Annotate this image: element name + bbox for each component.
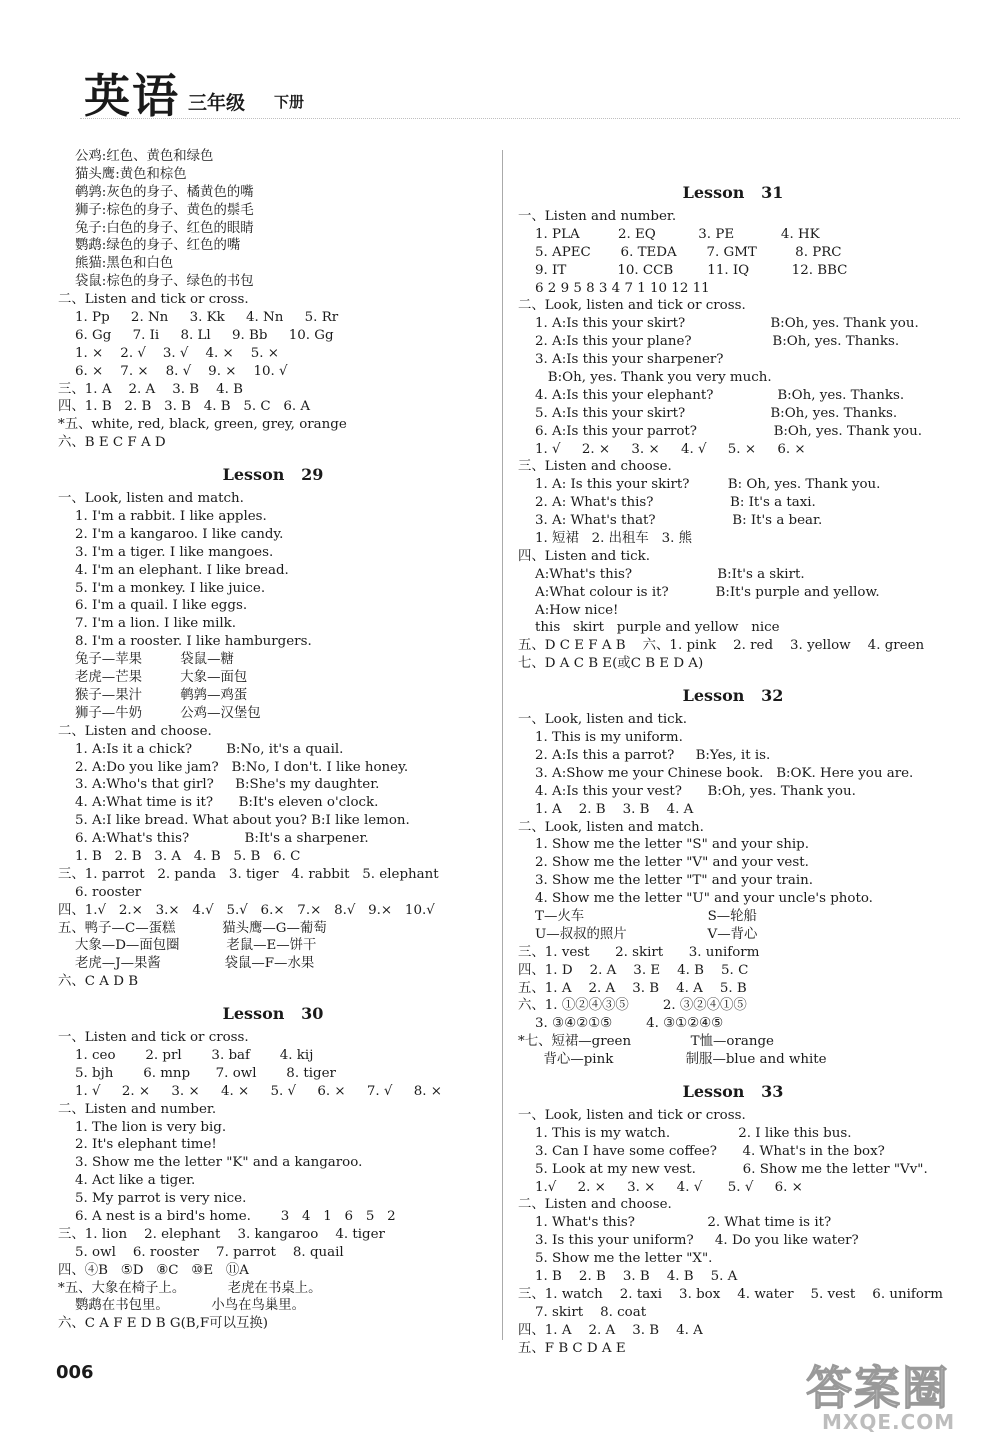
grade-label: 三年级 bbox=[188, 92, 246, 114]
answer-line: 1. PLA 2. EQ 3. PE 4. HK bbox=[518, 226, 820, 242]
answer-line: 1. ceo 2. prl 3. baf 4. kij bbox=[58, 1047, 314, 1063]
answer-line: 5. owl 6. rooster 7. parrot 8. quail bbox=[58, 1244, 344, 1260]
answer-line: 2. A:Do you like jam? B:No, I don't. I like honey. bbox=[58, 759, 409, 775]
answer-line: 3. Is this your uniform? 4. Do you like water? bbox=[518, 1233, 859, 1249]
answer-line: 1. B 2. B 3. B 4. B 5. A bbox=[518, 1268, 738, 1284]
answer-line: 2. It's elephant time! bbox=[58, 1137, 217, 1153]
answer-line: 7. I'm a lion. I like milk. bbox=[58, 616, 237, 632]
answer-line: 六、C A F E D B G(B,F可以互换) bbox=[58, 1316, 268, 1332]
answer-line: 1. A:Is this your skirt? B:Oh, yes. Thank you. bbox=[518, 316, 919, 332]
answer-line: 袋鼠:棕色的身子、绿色的书包 bbox=[58, 274, 254, 290]
answer-line: 熊猫:黑色和白色 bbox=[58, 256, 174, 272]
answer-line: 3. Can I have some coffee? 4. What's in the box? bbox=[518, 1143, 885, 1159]
answer-line: 2. Show me the letter "V" and your vest. bbox=[518, 855, 809, 871]
page-number: 006 bbox=[56, 1362, 94, 1383]
answer-line: 4. A:Is this your elephant? B:Oh, yes. Thanks. bbox=[518, 387, 905, 403]
answer-line: 3. Show me the letter "K" and a kangaroo. bbox=[58, 1155, 363, 1171]
answer-line: A:What's this? B:It's a skirt. bbox=[518, 566, 805, 582]
answer-line: A:What colour is it? B:It's purple and yellow. bbox=[518, 584, 880, 600]
watermark-logo: 答案圈 bbox=[806, 1361, 950, 1415]
answer-line: 二、Look, listen and tick or cross. bbox=[518, 298, 746, 314]
answer-line: 一、Look, listen and tick. bbox=[518, 712, 688, 728]
answer-line: U—叔叔的照片 V—背心 bbox=[518, 926, 758, 942]
answer-line: 四、1. B 2. B 3. B 4. B 5. C 6. A bbox=[58, 399, 311, 415]
answer-line: 二、Look, listen and match. bbox=[518, 819, 704, 835]
answer-line: 1. A: Is this your skirt? B: Oh, yes. Thank you. bbox=[518, 477, 881, 493]
answer-line: 老虎—J—果酱 袋鼠—F—水果 bbox=[58, 956, 315, 972]
answer-line: 1. I'm a rabbit. I like apples. bbox=[58, 509, 267, 525]
answer-line: 1. 短裙 2. 出租车 3. 熊 bbox=[518, 531, 693, 547]
answer-line: 1. B 2. B 3. A 4. B 5. B 6. C bbox=[58, 848, 301, 864]
answer-line: 5. Look at my new vest. 6. Show me the letter "Vv". bbox=[518, 1161, 928, 1177]
answer-line: 5. A:I like bread. What about you? B:I like lemon. bbox=[58, 813, 410, 829]
answer-line: 鹌鹑:灰色的身子、橘黄色的嘴 bbox=[58, 184, 254, 200]
answer-line: 3. A:Show me your Chinese book. B:OK. Here you are. bbox=[518, 765, 914, 781]
answer-line: 6 2 9 5 8 3 4 7 1 10 12 11 bbox=[518, 280, 710, 296]
answer-line: 五、D C E F A B 六、1. pink 2. red 3. yellow 4. green bbox=[518, 638, 925, 654]
answer-line: 9. IT 10. CCB 11. IQ 12. BBC bbox=[518, 262, 848, 278]
answer-line: 大象—D—面包圈 老鼠—E—饼干 bbox=[58, 938, 317, 954]
answer-line: 兔子:白色的身子、红色的眼睛 bbox=[58, 220, 254, 236]
left-column bbox=[58, 148, 488, 1333]
answer-line: 1. √ 2. × 3. × 4. √ 5. × 6. × bbox=[518, 441, 806, 457]
answer-line: 3. ③④②①⑤ 4. ③①②④⑤ bbox=[518, 1016, 724, 1032]
answer-line: 三、1. parrot 2. panda 3. tiger 4. rabbit 5. elephant bbox=[58, 866, 439, 882]
answer-line: 6. rooster bbox=[58, 884, 142, 900]
answer-line: 1. A 2. B 3. B 4. A bbox=[518, 801, 694, 817]
answer-line: 二、Listen and tick or cross. bbox=[58, 292, 249, 308]
answer-line: 老虎—芒果 大象—面包 bbox=[58, 670, 248, 686]
answer-line: 6. A nest is a bird's home. 3 4 1 6 5 2 bbox=[58, 1208, 396, 1224]
answer-line: 三、1. vest 2. skirt 3. uniform bbox=[518, 944, 760, 960]
answer-line: 一、Listen and tick or cross. bbox=[58, 1030, 249, 1046]
answer-line: 6. I'm a quail. I like eggs. bbox=[58, 598, 248, 614]
answer-line: 鹦鹉在书包里。 小鸟在鸟巢里。 bbox=[58, 1298, 306, 1314]
answer-line: 3. Show me the letter "T" and your train. bbox=[518, 873, 814, 889]
answer-line: 5. A:Is this your skirt? B:Oh, yes. Thanks. bbox=[518, 405, 898, 421]
answer-line: 2. I'm a kangaroo. I like candy. bbox=[58, 526, 284, 542]
answer-line: 猫头鹰:黄色和棕色 bbox=[58, 166, 187, 182]
answer-line: 2. A: What's this? B: It's a taxi. bbox=[518, 495, 816, 511]
answer-line: 四、④B ⑤D ⑧C ⑩E ⑪A bbox=[58, 1262, 249, 1278]
answer-line: 二、Listen and choose. bbox=[58, 723, 212, 739]
answer-line: A:How nice! bbox=[518, 602, 619, 618]
volume-label: 下册 bbox=[274, 93, 305, 111]
lesson-heading: Lesson 31 bbox=[682, 183, 784, 202]
answer-line: 六、C A D B bbox=[58, 974, 139, 990]
header-divider bbox=[80, 118, 960, 119]
answer-line: 一、Look, listen and tick or cross. bbox=[518, 1107, 746, 1123]
column-divider bbox=[502, 150, 503, 1340]
answer-line: 6. × 7. × 8. √ 9. × 10. √ bbox=[58, 363, 288, 379]
answer-line: T—火车 S—轮船 bbox=[518, 908, 757, 924]
answer-line: 四、1. D 2. A 3. E 4. B 5. C bbox=[518, 962, 749, 978]
answer-line: 5. My parrot is very nice. bbox=[58, 1191, 247, 1207]
answer-line: 1.√ 2. × 3. × 4. √ 5. √ 6. × bbox=[518, 1179, 803, 1195]
answer-line: 鹦鹉:绿色的身子、红色的嘴 bbox=[58, 238, 241, 254]
answer-line: 二、Listen and number. bbox=[58, 1101, 217, 1117]
answer-line: 二、Listen and choose. bbox=[518, 1197, 672, 1213]
answer-line: 三、1. lion 2. elephant 3. kangaroo 4. tiger bbox=[58, 1226, 385, 1242]
answer-line: 6. A:Is this your parrot? B:Oh, yes. Thank you. bbox=[518, 423, 922, 439]
watermark-site: MXQE.COM bbox=[822, 1410, 956, 1434]
answer-line: 一、Look, listen and match. bbox=[58, 491, 244, 507]
answer-line: B:Oh, yes. Thank you very much. bbox=[518, 370, 772, 386]
watermark bbox=[800, 1352, 996, 1440]
answer-line: 5. I'm a monkey. I like juice. bbox=[58, 580, 266, 596]
answer-line: *五、white, red, black, green, grey, orange bbox=[58, 417, 347, 433]
answer-line: 3. A:Who's that girl? B:She's my daughter. bbox=[58, 777, 380, 793]
answer-line: 8. I'm a rooster. I like hamburgers. bbox=[58, 634, 312, 650]
answer-line: 1. What's this? 2. What time is it? bbox=[518, 1215, 832, 1231]
answer-line: 1. This is my uniform. bbox=[518, 730, 683, 746]
answer-line: 5. APEC 6. TEDA 7. GMT 8. PRC bbox=[518, 244, 842, 260]
answer-line: 1. A:Is it a chick? B:No, it's a quail. bbox=[58, 741, 344, 757]
answer-line: 1. Show me the letter "S" and your ship. bbox=[518, 837, 809, 853]
answer-line: 狮子:棕色的身子、黄色的鬃毛 bbox=[58, 202, 254, 218]
answer-line: 4. Show me the letter "U" and your uncle's photo. bbox=[518, 891, 873, 907]
answer-line: 三、1. A 2. A 3. B 4. B bbox=[58, 381, 244, 397]
answer-line: 1. Pp 2. Nn 3. Kk 4. Nn 5. Rr bbox=[58, 310, 339, 326]
answer-line: 7. skirt 8. coat bbox=[518, 1304, 647, 1320]
answer-line: 1. The lion is very big. bbox=[58, 1119, 227, 1135]
answer-line: 6. A:What's this? B:It's a sharpener. bbox=[58, 831, 369, 847]
answer-line: 2. A:Is this your plane? B:Oh, yes. Thanks. bbox=[518, 334, 900, 350]
subject-title: 英语 bbox=[84, 69, 180, 123]
answer-line: 4. I'm an elephant. I like bread. bbox=[58, 562, 289, 578]
lesson-heading: Lesson 33 bbox=[682, 1081, 784, 1101]
answer-line: 三、1. watch 2. taxi 3. box 4. water 5. vest 6. uniform bbox=[518, 1286, 943, 1302]
answer-line: 三、Listen and choose. bbox=[518, 459, 672, 475]
right-column bbox=[518, 170, 948, 1357]
answer-line: 3. A: What's that? B: It's a bear. bbox=[518, 513, 823, 529]
answer-line: this skirt purple and yellow nice bbox=[518, 620, 780, 636]
answer-line: 四、1.√ 2.× 3.× 4.√ 5.√ 6.× 7.× 8.√ 9.× 10.√ bbox=[58, 902, 435, 918]
answer-line: 3. I'm a tiger. I like mangoes. bbox=[58, 544, 274, 560]
answer-line: 狮子—牛奶 公鸡—汉堡包 bbox=[58, 705, 261, 721]
answer-line: 一、Listen and number. bbox=[518, 209, 677, 224]
answer-line: 五、1. A 2. A 3. B 4. A 5. B bbox=[518, 980, 747, 996]
answer-line: 公鸡:红色、黄色和绿色 bbox=[58, 149, 214, 164]
answer-line: 1. This is my watch. 2. I like this bus. bbox=[518, 1125, 852, 1141]
answer-line: 背心—pink 制服—blue and white bbox=[518, 1052, 827, 1068]
lesson-heading: Lesson 29 bbox=[222, 465, 324, 485]
answer-line: 七、D A C B E(或C B E D A) bbox=[518, 656, 704, 672]
answer-line: 五、鸭子—C—蛋糕 猫头鹰—G—葡萄 bbox=[58, 920, 327, 936]
answer-line: 猴子—果汁 鹌鹑—鸡蛋 bbox=[58, 687, 248, 703]
answer-line: 4. Act like a tiger. bbox=[58, 1173, 196, 1189]
answer-line: 兔子—苹果 袋鼠—糖 bbox=[58, 652, 234, 668]
lesson-heading: Lesson 30 bbox=[222, 1004, 324, 1024]
answer-line: 4. A:Is this your vest? B:Oh, yes. Thank you. bbox=[518, 783, 856, 799]
answer-line: 5. Show me the letter "X". bbox=[518, 1251, 713, 1267]
answer-line: 五、F B C D A E bbox=[518, 1340, 626, 1356]
answer-line: 六、B E C F A D bbox=[58, 435, 166, 451]
answer-line: 四、Listen and tick. bbox=[518, 548, 650, 564]
answer-line: 六、1. ①②④③⑤ 2. ③②④①⑤ bbox=[518, 998, 747, 1014]
answer-line: 四、1. A 2. A 3. B 4. A bbox=[518, 1322, 703, 1338]
answer-line: 1. √ 2. × 3. × 4. × 5. √ 6. × 7. √ 8. × bbox=[58, 1083, 442, 1099]
answer-line: *七、短裙—green T恤—orange bbox=[518, 1034, 774, 1050]
answer-line: *五、大象在椅子上。 老虎在书桌上。 bbox=[58, 1280, 322, 1296]
answer-line: 2. A:Is this a parrot? B:Yes, it is. bbox=[518, 747, 771, 763]
answer-line: 3. A:Is this your sharpener? bbox=[518, 352, 724, 368]
answer-line: 1. × 2. √ 3. √ 4. × 5. × bbox=[58, 345, 280, 361]
answer-line: 4. A:What time is it? B:It's eleven o'clock. bbox=[58, 795, 379, 811]
answer-line: 6. Gg 7. Ii 8. Ll 9. Bb 10. Gg bbox=[58, 327, 334, 343]
lesson-heading: Lesson 32 bbox=[682, 686, 784, 706]
answer-line: 5. bjh 6. mnp 7. owl 8. tiger bbox=[58, 1065, 336, 1081]
